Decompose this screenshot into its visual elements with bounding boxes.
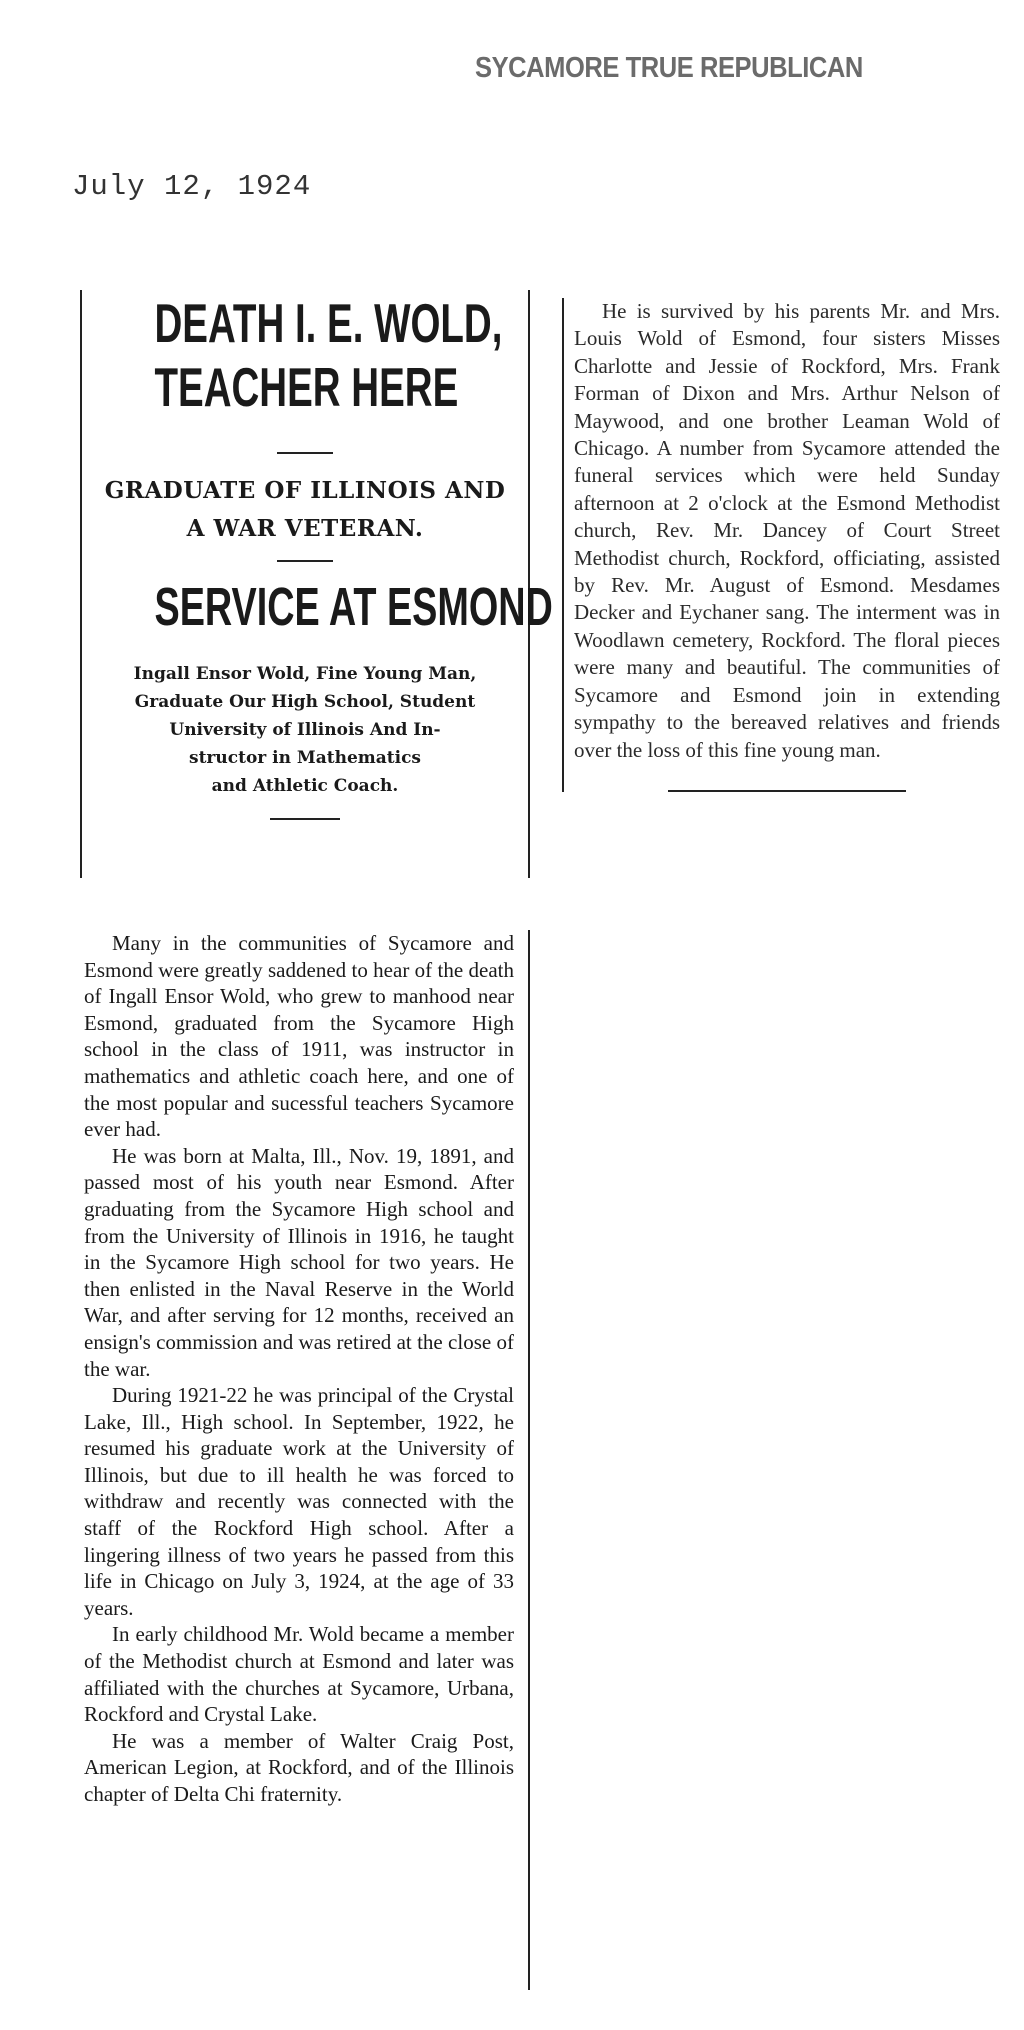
- deck-line-2: Graduate Our High School, Student: [134, 692, 476, 712]
- deck-line-4: structor in Mathematics: [189, 748, 421, 768]
- secondary-headline: SERVICE AT ESMOND: [154, 577, 553, 637]
- subheadline-line-2: A WAR VETERAN.: [186, 515, 424, 542]
- divider-rule: [277, 452, 333, 454]
- article-paragraph: He was a member of Walter Craig Post, American Legion, at Rockford, and of the Illinois chapter of Delta Chi fraternity.: [84, 1728, 514, 1806]
- end-rule: [668, 790, 906, 792]
- deck-summary: [90, 660, 520, 800]
- headline-line-2: TEACHER HERE: [154, 356, 459, 418]
- article-paragraph: He was born at Malta, Ill., Nov. 19, 1891, and passed most of his youth near Esmond. After graduating from the Sycamore High school and from the University of Illinois in 1916, he taught in the Sycamore High school for two years. He then enlisted in the Naval Reserve in the World War, and after serving for 12 months, received an ensign's commission and was retired at the close of the war.: [84, 1143, 514, 1381]
- headline-line-1: DEATH I. E. WOLD,: [154, 292, 503, 354]
- article-body-right: [562, 298, 1000, 792]
- publication-date: July 12, 1924: [72, 170, 312, 203]
- divider-rule: [270, 818, 340, 820]
- article-paragraph: In early childhood Mr. Wold became a member of the Methodist church at Esmond and later was affiliated with the churches at Sycamore, Urbana, Rockford and Crystal Lake.: [84, 1622, 514, 1727]
- subheadline: [90, 472, 520, 548]
- headline-block: [80, 290, 553, 878]
- divider-rule: [277, 560, 333, 562]
- subheadline-line-1: GRADUATE OF ILLINOIS AND: [104, 477, 506, 504]
- masthead-stamp: SYCAMORE TRUE REPUBLICAN: [475, 52, 863, 84]
- article-paragraph: During 1921-22 he was principal of the Crystal Lake, Ill., High school. In September, 1922, he resumed his graduate work at the University of Illinois, but due to ill health he was forced to withdraw and recently was connected with the staff of the Rockford High school. After a lingering illness of two years he passed from this life in Chicago on July 3, 1924, at the age of 33 years.: [84, 1383, 514, 1620]
- deck-line-1: Ingall Ensor Wold, Fine Young Man,: [133, 664, 477, 684]
- deck-line-5: and Athletic Coach.: [211, 776, 399, 796]
- deck-line-3: University of Illinois And In-: [169, 720, 441, 740]
- article-paragraph: He is survived by his parents Mr. and Mrs. Louis Wold of Esmond, four sisters Misses Charlotte and Jessie of Rockford, Mrs. Frank Forman of Dixon and Mrs. Arthur Nelson of Maywood, and one brother Leaman Wold of Chicago. A number from Sycamore attended the funeral services which were held Sunday afternoon at 2 o'clock at the Esmond Methodist church, Rev. Mr. Dancey of Court Street Methodist church, Rockford, officiating, assisted by Rev. Mr. August of Esmond. Mesdames Decker and Eychaner sang. The interment was in Woodlawn cemetery, Rockford. The floral pieces were many and beautiful. The communities of Sycamore and Esmond join in extending sympathy to the bereaved relatives and friends over the loss of this fine young man.: [574, 299, 1000, 762]
- article-body-left: [80, 930, 530, 1990]
- article-paragraph: Many in the communities of Sycamore and Esmond were greatly saddened to hear of the death of Ingall Ensor Wold, who grew to manhood near Esmond, graduated from the Sycamore High school in the class of 1911, was instructor in mathematics and athletic coach here, and one of the most popular and sucessful teachers Sycamore ever had.: [84, 931, 514, 1142]
